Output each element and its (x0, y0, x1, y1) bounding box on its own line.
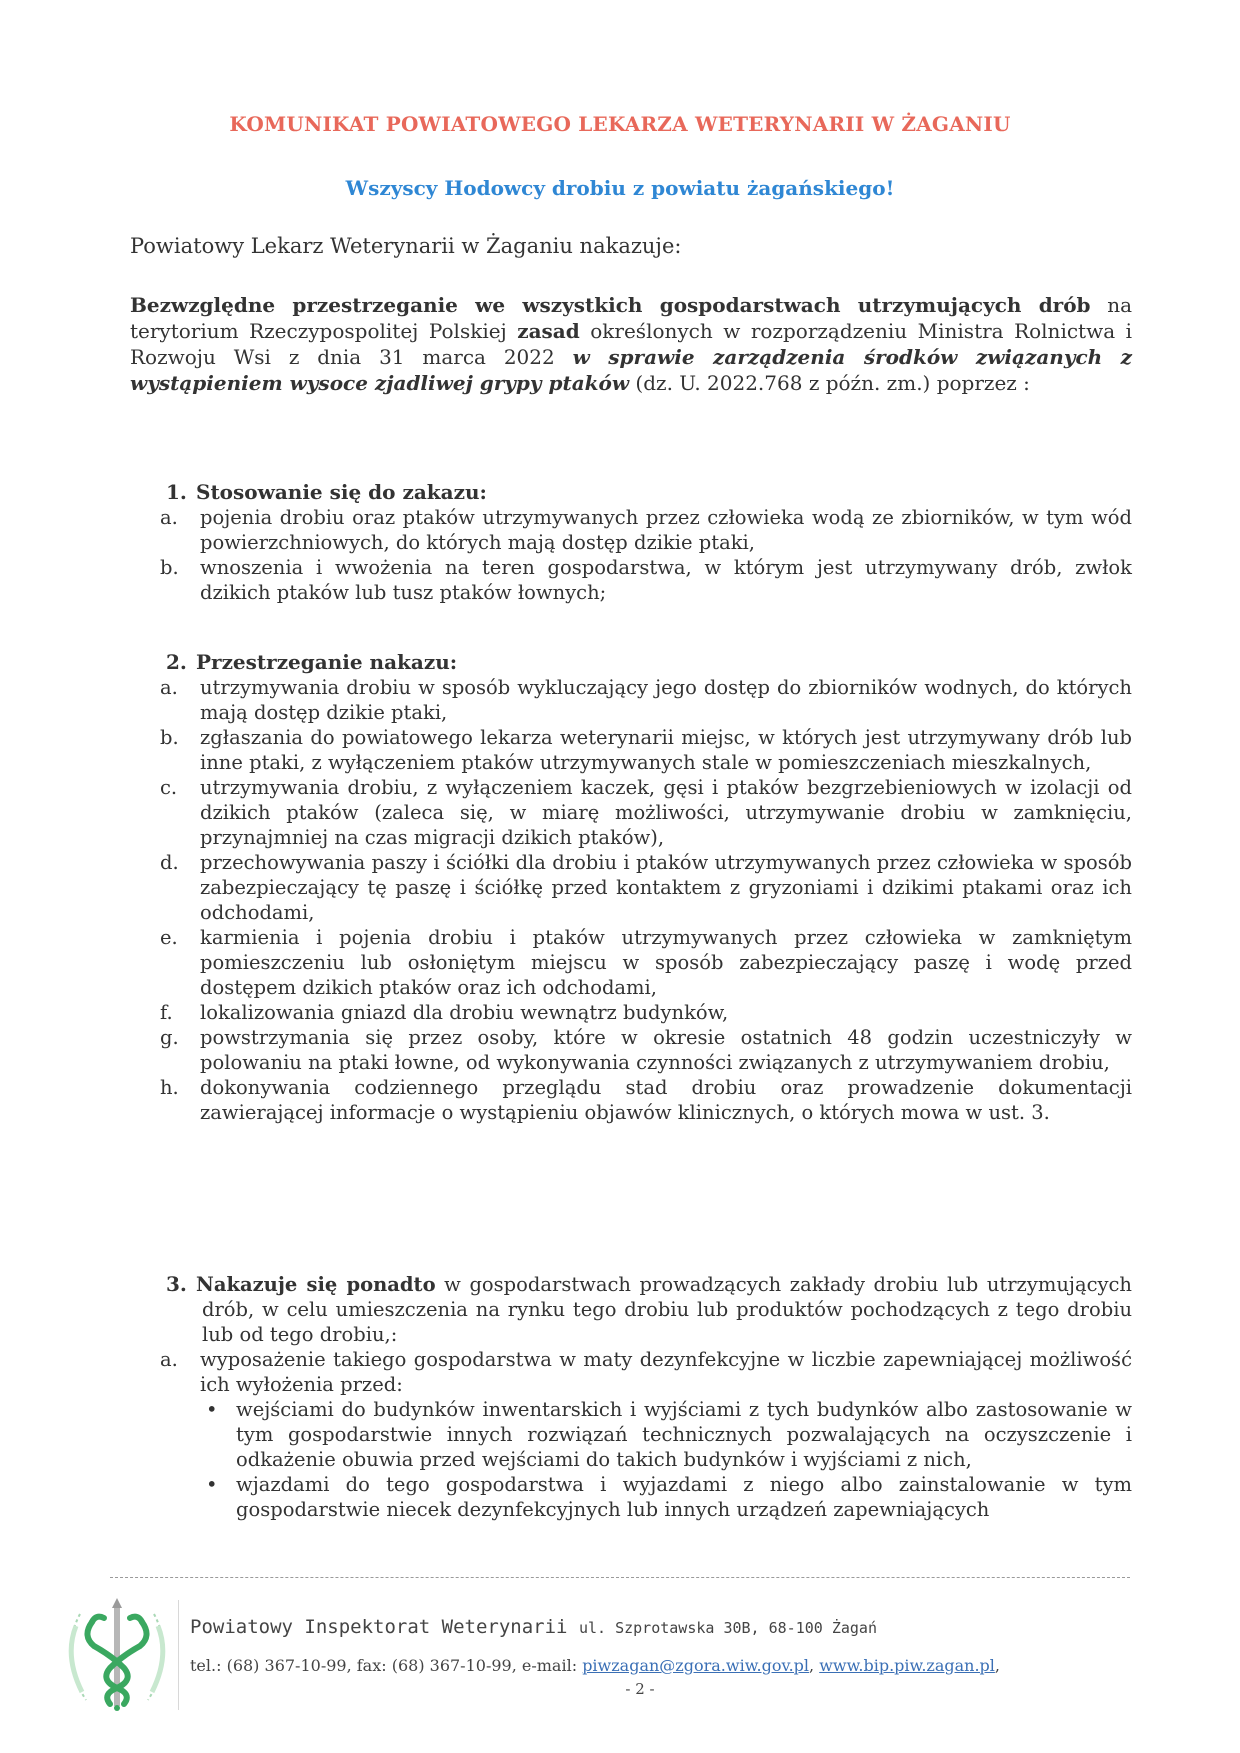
section-2-list (160, 675, 1132, 1125)
list-item (160, 675, 1132, 725)
lead-bold-1: Bezwzględne przestrzeganie we wszystkich gospodarstwach utrzymujących drób (130, 293, 1091, 317)
list-item (160, 1075, 1132, 1125)
section-3-list (160, 1347, 1132, 1397)
email-link[interactable]: piwzagan@zgora.wiw.gov.pl (582, 1656, 810, 1675)
intro-text: Powiatowy Lekarz Weterynarii w Żaganiu nakazuje: (130, 234, 682, 258)
item-marker: b. (160, 726, 179, 749)
item-text: lokalizowania gniazd dla drobiu wewnątrz budynków, (200, 1001, 729, 1024)
list-item (160, 1000, 1132, 1025)
item-text: powstrzymania się przez osoby, które w okresie ostatnich 48 godzin uczestniczyły w polowaniu na ptaki łowne, od wykonywania czynności związanych z utrzymywaniem drobiu, (200, 1026, 1132, 1074)
section-3-bullets (160, 1397, 1132, 1522)
bullet-icon: • (206, 1398, 218, 1421)
organization-address: ul. Szprotawska 30B, 68-100 Żagań (578, 1619, 877, 1637)
lead-text-3: (dz. U. 2022.768 z późn. zm.) poprzez : (629, 371, 1030, 395)
item-marker: c. (160, 776, 178, 799)
section-3 (160, 1272, 1132, 1522)
website-link[interactable]: www.bip.piw.zagan.pl (819, 1656, 995, 1675)
item-marker: a. (160, 506, 178, 529)
item-text: wyposażenie takiego gospodarstwa w maty dezynfekcyjne w liczbie zapewniającej możliwość ich wyłożenia przed: (200, 1348, 1132, 1396)
page-number: - 2 - (625, 1680, 655, 1698)
list-item (160, 1025, 1132, 1075)
item-text: przechowywania paszy i ściółki dla drobiu i ptaków utrzymywanych przez człowieka w sposób zabezpieczający tę paszę i ściółkę przed kontaktem z gryzoniami i dzikimi ptakami oraz ich odchodami, (200, 851, 1132, 924)
bullet-text: wjazdami do tego gospodarstwa i wyjazdami z niego albo zainstalowanie w tym gospodarstwie niecek dezynfekcyjnych lub innych urządzeń zapewniających (236, 1473, 1132, 1521)
section-heading-text: Stosowanie się do zakazu: (196, 480, 487, 504)
section-2-heading (166, 650, 1132, 675)
trailing-comma: , (994, 1656, 1000, 1675)
lead-text-2: określonych w rozporządzeniu Ministra Rolnictwa i Rozwoju Wsi z dnia 31 marca 2022 (130, 319, 1132, 369)
section-1-heading (166, 480, 1132, 505)
item-marker: g. (160, 1026, 179, 1049)
lead-regulation-title: w sprawie zarządzenia środków związanych z wystąpieniem wysoce zjadliwej grypy ptaków (130, 345, 1133, 395)
item-marker: a. (160, 676, 178, 699)
footer-divider-line (110, 1577, 1130, 1578)
section-number: 2. (166, 650, 187, 674)
footer-contact (190, 1656, 1000, 1675)
bullet-text: wejściami do budynków inwentarskich i wyjściami z tych budynków albo zastosowanie w tym gospodarstwie innych rozwiązań technicznych pozwalających na oczyszczenie i odkażenie obuwia przed wejściami do takich budynków i wyjściami z nich, (236, 1398, 1132, 1471)
section-number: 1. (166, 480, 187, 504)
bullet-item (200, 1397, 1132, 1472)
separator: , (809, 1656, 820, 1675)
contact-phone-fax: tel.: (68) 367-10-99, fax: (68) 367-10-99, e-mail: (190, 1656, 583, 1675)
footer-organization (190, 1616, 877, 1638)
item-marker: f. (160, 1001, 173, 1024)
item-text: zgłaszania do powiatowego lekarza weterynarii miejsc, w których jest utrzymywany drób lub inne ptaki, z wyłączeniem ptaków utrzymywanych stale w pomieszczeniach mieszkalnych, (200, 726, 1132, 774)
item-marker: a. (160, 1348, 178, 1371)
list-item (160, 725, 1132, 775)
document-subtitle: Wszyscy Hodowcy drobiu z powiatu żagańskiego! (345, 176, 895, 200)
section-heading-text: Nakazuje się ponadto (196, 1273, 436, 1296)
section-1-list (160, 505, 1132, 605)
item-text: utrzymywania drobiu w sposób wykluczający jego dostęp do zbiorników wodnych, do których mają dostęp dzikie ptaki, (200, 676, 1132, 724)
list-item (160, 775, 1132, 850)
veterinary-caduceus-logo-icon (52, 1596, 182, 1716)
list-item (160, 925, 1132, 1000)
document-title: KOMUNIKAT POWIATOWEGO LEKARZA WETERYNARII W ŻAGANIU (229, 112, 1011, 136)
bullet-item (200, 1472, 1132, 1522)
section-2 (160, 650, 1132, 1125)
bullet-icon: • (206, 1473, 218, 1496)
section-3-intro (166, 1272, 1132, 1347)
section-number: 3. (166, 1272, 187, 1296)
item-text: karmienia i pojenia drobiu i ptaków utrzymywanych przez człowieka w zamkniętym pomieszczeniu lub osłoniętym miejscu w sposób zabezpieczający paszę i wodę przed dostępem dzikich ptaków oraz ich odchodami, (200, 926, 1132, 999)
organization-name: Powiatowy Inspektorat Weterynarii (190, 1616, 568, 1638)
list-item (160, 555, 1132, 605)
lead-paragraph (130, 292, 1132, 396)
item-text: utrzymywania drobiu, z wyłączeniem kaczek, gęsi i ptaków bezgrzebieniowych w izolacji od dzikich ptaków (zaleca się, w miarę możliwości, utrzymywanie drobiu w zamknięciu, przynajmniej na czas migracji dzikich ptaków), (200, 776, 1132, 849)
item-text: wnoszenia i wwożenia na teren gospodarstwa, w którym jest utrzymywany drób, zwłok dzikich ptaków lub tusz ptaków łownych; (200, 556, 1132, 604)
list-item (160, 505, 1132, 555)
item-marker: h. (160, 1076, 179, 1099)
section-intro-text: w gospodarstwach prowadzących zakłady drobiu lub utrzymujących drób, w celu umieszczenia na rynku tego drobiu lub produktów pochodzących z tego drobiu lub od tego drobiu,: (202, 1273, 1132, 1346)
item-text: dokonywania codziennego przeglądu stad drobiu oraz prowadzenie dokumentacji zawierającej informacje o wystąpieniu objawów klinicznych, o których mowa w ust. 3. (200, 1076, 1132, 1124)
item-marker: d. (160, 851, 179, 874)
lead-bold-2: zasad (517, 319, 580, 343)
item-text: pojenia drobiu oraz ptaków utrzymywanych przez człowieka wodą ze zbiorników, w tym wód powierzchniowych, do których mają dostęp dzikie ptaki, (200, 506, 1132, 554)
list-item (160, 850, 1132, 925)
section-heading-text: Przestrzeganie nakazu: (196, 650, 458, 674)
list-item (160, 1347, 1132, 1397)
lead-text-1: na terytorium Rzeczypospolitej Polskiej (130, 293, 1132, 343)
section-1 (160, 480, 1132, 605)
item-marker: e. (160, 926, 178, 949)
item-marker: b. (160, 556, 179, 579)
